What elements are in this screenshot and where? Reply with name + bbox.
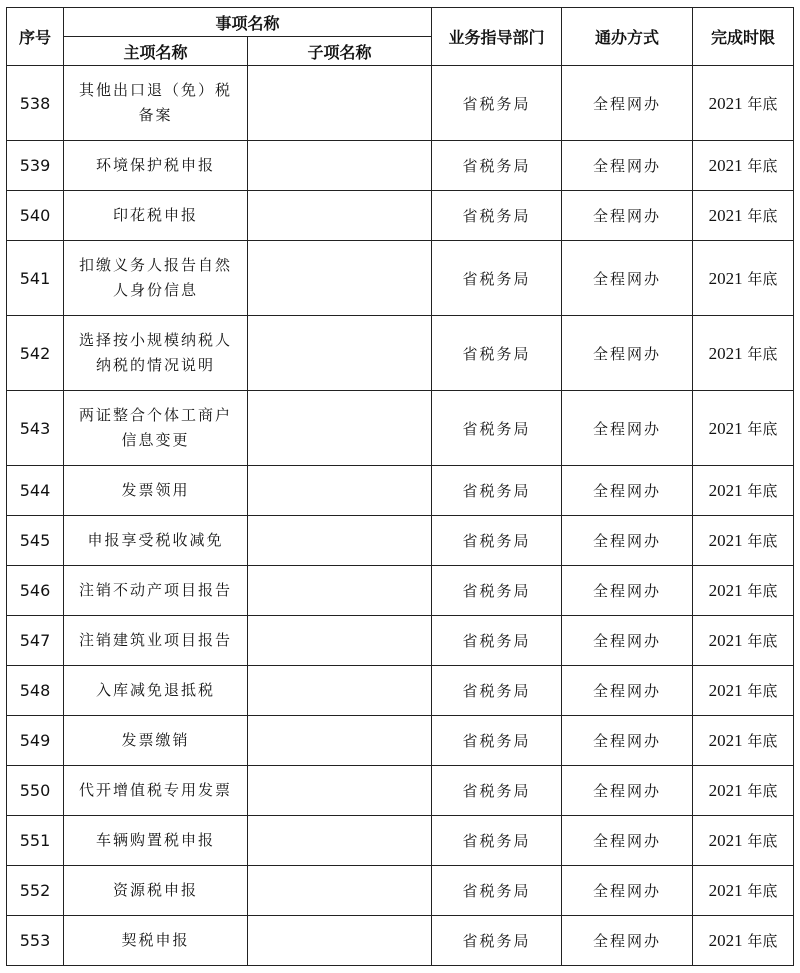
deadline-suffix: 年底 [747,157,778,175]
deadline-cell [693,391,794,466]
method-cell: 全程网办 [562,516,693,566]
main-item-name [64,66,248,141]
main-item-text: 申报享受税收减免 [87,531,224,549]
row-number: 542 [7,316,64,391]
main-item-text: 代开增值税专用发票 [78,781,232,799]
table-row [7,916,794,966]
deadline-suffix: 年底 [747,632,778,650]
deadline-cell [693,666,794,716]
method-cell: 全程网办 [562,466,693,516]
department-cell: 省税务局 [432,916,562,966]
sub-item-name [248,191,432,241]
main-item-name [64,191,248,241]
method-cell: 全程网办 [562,241,693,316]
table-row [7,66,794,141]
table-row [7,716,794,766]
deadline-year: 2021 [708,268,743,288]
main-item-text: 两证整合个体工商户信息变更 [78,406,232,449]
sub-item-name [248,141,432,191]
department-cell: 省税务局 [432,391,562,466]
sub-item-name [248,466,432,516]
deadline-cell [693,566,794,616]
main-item-name [64,816,248,866]
method-cell: 全程网办 [562,916,693,966]
main-item-text: 发票缴销 [121,731,190,749]
main-item-text: 资源税申报 [112,881,198,899]
deadline-year: 2021 [708,343,743,363]
main-item-text: 发票领用 [121,481,190,499]
header-sub-item: 子项名称 [248,37,432,66]
method-cell: 全程网办 [562,66,693,141]
deadline-cell [693,766,794,816]
method-cell: 全程网办 [562,616,693,666]
department-cell: 省税务局 [432,666,562,716]
row-number: 551 [7,816,64,866]
deadline-suffix: 年底 [747,782,778,800]
row-number: 546 [7,566,64,616]
main-item-text: 注销不动产项目报告 [78,581,232,599]
row-number: 550 [7,766,64,816]
main-item-name [64,316,248,391]
main-item-name [64,866,248,916]
deadline-suffix: 年底 [747,532,778,550]
header-row-1 [7,8,794,37]
row-number: 541 [7,241,64,316]
deadline-year: 2021 [708,781,743,800]
row-number: 544 [7,466,64,516]
table-row [7,766,794,816]
method-cell: 全程网办 [562,816,693,866]
sub-item-name [248,316,432,391]
sub-item-name [248,716,432,766]
main-item-name [64,716,248,766]
table-body [7,66,794,966]
header-deadline: 完成时限 [693,8,794,66]
method-cell: 全程网办 [562,191,693,241]
main-item-text: 扣缴义务人报告自然人身份信息 [78,256,232,299]
deadline-year: 2021 [708,481,743,500]
main-item-name [64,516,248,566]
sub-item-name [248,616,432,666]
department-cell: 省税务局 [432,316,562,391]
deadline-suffix: 年底 [747,419,778,438]
deadline-cell [693,66,794,141]
deadline-year: 2021 [708,206,743,225]
main-item-name [64,241,248,316]
deadline-cell [693,616,794,666]
deadline-cell [693,516,794,566]
deadline-suffix: 年底 [747,582,778,600]
deadline-suffix: 年底 [747,269,778,288]
department-cell: 省税务局 [432,466,562,516]
sub-item-name [248,816,432,866]
department-cell: 省税务局 [432,816,562,866]
department-cell: 省税务局 [432,766,562,816]
table-row [7,666,794,716]
table-row [7,391,794,466]
main-item-name [64,666,248,716]
deadline-suffix: 年底 [747,207,778,225]
department-cell: 省税务局 [432,516,562,566]
table-row [7,241,794,316]
row-number: 548 [7,666,64,716]
department-cell: 省税务局 [432,191,562,241]
deadline-suffix: 年底 [747,732,778,750]
sub-item-name [248,866,432,916]
table-row [7,316,794,391]
main-item-text: 其他出口退（免）税备案 [78,81,232,124]
deadline-cell [693,191,794,241]
sub-item-name [248,766,432,816]
sub-item-name [248,241,432,316]
main-item-text: 契税申报 [121,931,190,949]
deadline-year: 2021 [708,681,743,700]
main-item-text: 注销建筑业项目报告 [78,631,232,649]
deadline-suffix: 年底 [747,344,778,363]
header-seq: 序号 [7,8,64,66]
method-cell: 全程网办 [562,716,693,766]
row-number: 549 [7,716,64,766]
header-method: 通办方式 [562,8,693,66]
deadline-cell [693,141,794,191]
table-row [7,191,794,241]
deadline-year: 2021 [708,93,743,113]
department-cell: 省税务局 [432,716,562,766]
main-item-name [64,466,248,516]
department-cell: 省税务局 [432,141,562,191]
document-page [6,7,793,966]
row-number: 543 [7,391,64,466]
sub-item-name [248,391,432,466]
deadline-cell [693,816,794,866]
deadline-cell [693,316,794,391]
deadline-year: 2021 [708,731,743,750]
table-row [7,141,794,191]
deadline-suffix: 年底 [747,882,778,900]
main-item-text: 入库减免退抵税 [95,681,215,699]
deadline-cell [693,866,794,916]
deadline-cell [693,716,794,766]
sub-item-name [248,666,432,716]
deadline-year: 2021 [708,831,743,850]
deadline-suffix: 年底 [747,94,778,113]
department-cell: 省税务局 [432,566,562,616]
table-row [7,516,794,566]
deadline-year: 2021 [708,156,743,175]
department-cell: 省税务局 [432,616,562,666]
method-cell: 全程网办 [562,566,693,616]
method-cell: 全程网办 [562,866,693,916]
deadline-suffix: 年底 [747,482,778,500]
main-item-name [64,616,248,666]
main-item-name [64,766,248,816]
deadline-year: 2021 [708,931,743,950]
method-cell: 全程网办 [562,316,693,391]
main-item-text: 印花税申报 [112,206,198,224]
header-item-name: 事项名称 [64,8,432,37]
table-row [7,466,794,516]
main-item-name [64,566,248,616]
sub-item-name [248,516,432,566]
department-cell: 省税务局 [432,66,562,141]
row-number: 539 [7,141,64,191]
method-cell: 全程网办 [562,766,693,816]
deadline-suffix: 年底 [747,832,778,850]
method-cell: 全程网办 [562,141,693,191]
deadline-cell [693,466,794,516]
row-number: 547 [7,616,64,666]
main-item-text: 车辆购置税申报 [95,831,215,849]
sub-item-name [248,566,432,616]
header-department: 业务指导部门 [432,8,562,66]
method-cell: 全程网办 [562,391,693,466]
row-number: 538 [7,66,64,141]
deadline-year: 2021 [708,418,743,438]
row-number: 545 [7,516,64,566]
deadline-suffix: 年底 [747,682,778,700]
deadline-year: 2021 [708,581,743,600]
deadline-cell [693,916,794,966]
main-item-name [64,141,248,191]
row-number: 552 [7,866,64,916]
deadline-cell [693,241,794,316]
table-row [7,616,794,666]
table-row [7,566,794,616]
row-number: 553 [7,916,64,966]
method-cell: 全程网办 [562,666,693,716]
main-item-text: 选择按小规模纳税人纳税的情况说明 [78,331,232,374]
deadline-year: 2021 [708,531,743,550]
department-cell: 省税务局 [432,241,562,316]
deadline-suffix: 年底 [747,932,778,950]
row-number: 540 [7,191,64,241]
service-items-table [6,7,794,966]
deadline-year: 2021 [708,631,743,650]
main-item-name [64,916,248,966]
table-row [7,816,794,866]
deadline-year: 2021 [708,881,743,900]
department-cell: 省税务局 [432,866,562,916]
main-item-name [64,391,248,466]
sub-item-name [248,916,432,966]
sub-item-name [248,66,432,141]
main-item-text: 环境保护税申报 [95,156,215,174]
header-main-item: 主项名称 [64,37,248,66]
table-row [7,866,794,916]
